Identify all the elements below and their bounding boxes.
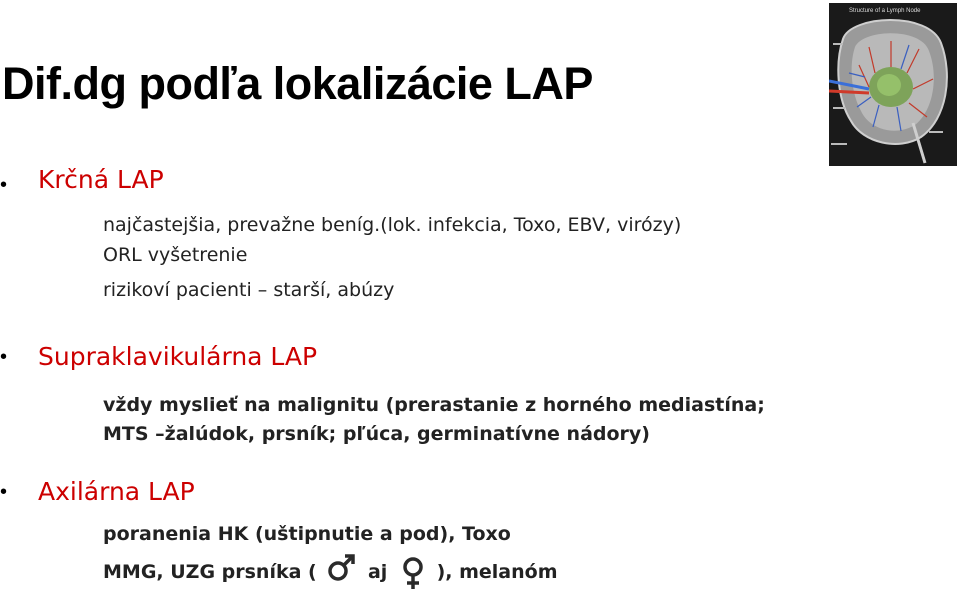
bullet-dot: • xyxy=(0,346,8,368)
section-heading-supraklavikularna: Supraklavikulárna LAP xyxy=(38,342,318,371)
image-caption: Structure of a Lymph Node xyxy=(849,8,921,14)
page-title: Dif.dg podľa lokalizácie LAP xyxy=(2,58,593,109)
section-line: ORL vyšetrenie xyxy=(103,244,248,266)
lymph-node-illustration xyxy=(829,3,957,166)
male-symbol-icon xyxy=(323,558,361,587)
section-line: najčastejšia, prevažne beníg.(lok. infekcia, Toxo, EBV, virózy) xyxy=(103,214,682,236)
mmg-text-middle: aj xyxy=(367,561,388,583)
mmg-text-after: ), melanóm xyxy=(436,561,558,583)
section-line: poranenia HK (uštipnutie a pod), Toxo xyxy=(103,523,511,545)
section-line: MTS –žalúdok, prsník; pľúca, germinatívne nádory) xyxy=(103,423,650,445)
mmg-text-before: MMG, UZG prsníka ( xyxy=(103,561,317,583)
female-symbol-icon xyxy=(394,558,430,587)
bullet-dot: • xyxy=(0,481,8,503)
section-line-mmg xyxy=(103,558,558,587)
bullet-dot: • xyxy=(0,174,8,196)
section-line: vždy myslieť na malignitu (prerastanie z horného mediastína; xyxy=(103,394,765,416)
section-line: rizikoví pacienti – starší, abúzy xyxy=(103,279,395,301)
lymph-node-diagram-image xyxy=(829,3,957,166)
section-heading-axilarna: Axilárna LAP xyxy=(38,477,195,506)
section-heading-krcna: Krčná LAP xyxy=(38,165,164,194)
